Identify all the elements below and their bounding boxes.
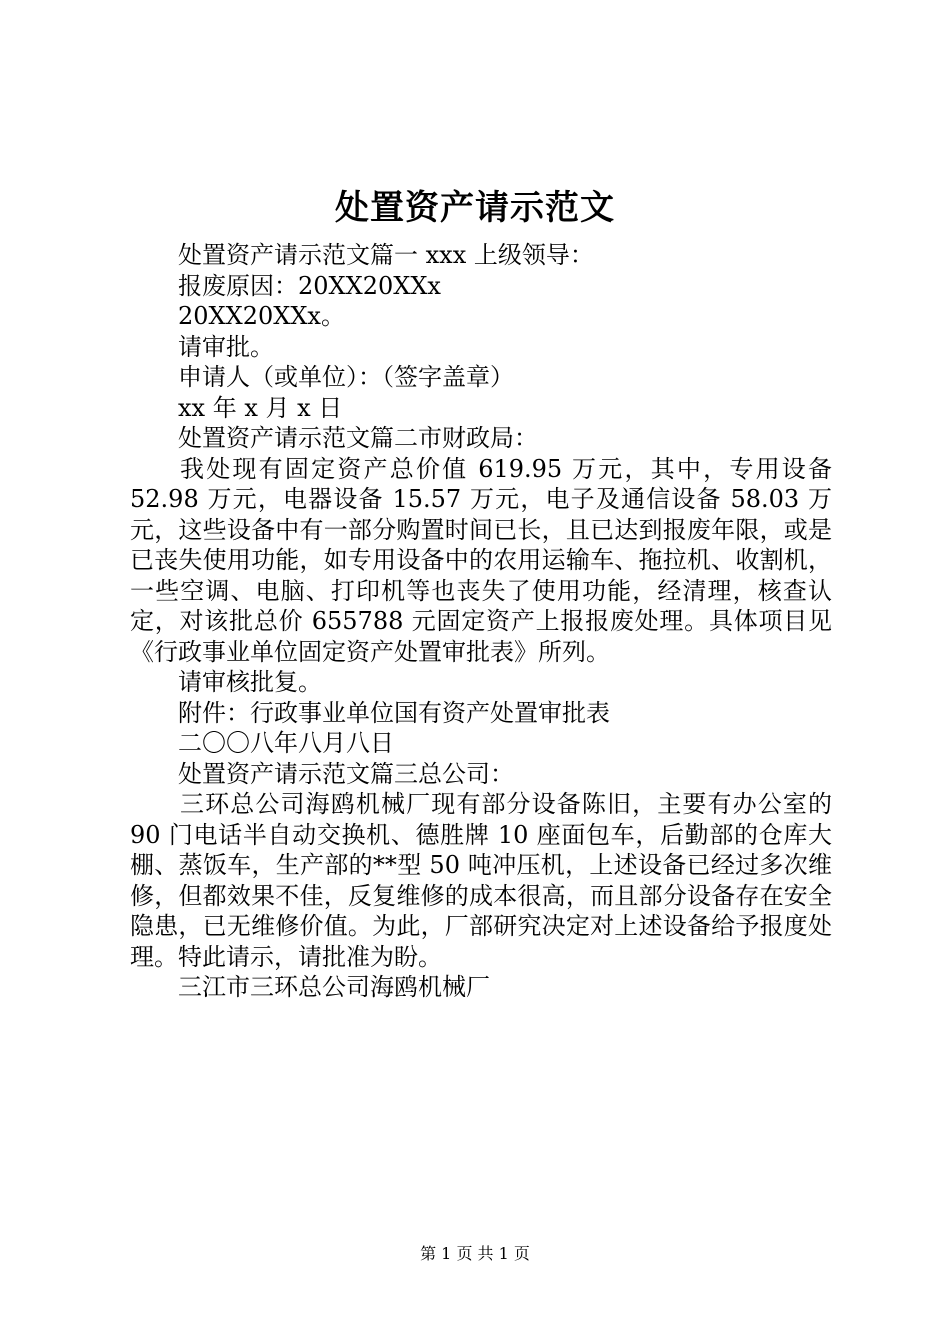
- text-line-2: 报废原因：20XX20XXx: [178, 271, 441, 300]
- paragraph-2: 三环总公司海鸥机械厂现有部分设备陈旧，主要有办公室的 90 门电话半自动交换机、德胜牌 10 座面包车，后勤部的仓库大棚、蒸饭车，生产部的**型 50 吨冲压机，上述设备已经过多次维修，但都效果不佳，反复维修的成本很高，而且部分设备存在安全隐患，已无维修价值。为此，厂部研究决定对上述设备给予报度处理。特此请示，请批准为盼。: [130, 790, 832, 971]
- text-line-11: 处置资产请示范文篇三总公司：: [178, 759, 514, 788]
- page-footer: 第 1 页 共 1 页: [420, 1244, 530, 1263]
- text-line-12: 三江市三环总公司海鸥机械厂: [178, 973, 490, 1001]
- text-line-10: 二〇〇八年八月八日: [178, 729, 394, 757]
- text-line-9: 附件：行政事业单位国有资产处置审批表: [178, 698, 610, 727]
- text-line-8: 请审核批复。: [178, 668, 322, 696]
- text-line-3: 20XX20XXx。: [178, 302, 345, 330]
- text-line-6: xx 年 x 月 x 日: [178, 393, 343, 422]
- text-line-7: 处置资产请示范文篇二市财政局：: [178, 424, 538, 452]
- text-line-5: 申请人（或单位）：（签字盖章）: [178, 363, 514, 391]
- text-line-1: 处置资产请示范文篇一 xxx 上级领导：: [178, 241, 594, 269]
- document-title: 处置资产请示范文: [335, 188, 615, 228]
- text-line-4: 请审批。: [178, 332, 274, 361]
- document-body: [130, 240, 832, 1003]
- paragraph-1: 我处现有固定资产总价值 619.95 万元，其中，专用设备 52.98 万元，电器设备 15.57 万元，电子及通信设备 58.03 万元，这些设备中有一部分购置时间已长，且已达到报废年限，或是已丧失使用功能，如专用设备中的农用运输车、拖拉机、收割机，一些空调、电脑、打印机等也丧失了使用功能，经清理，核查认定，对该批总价 655788 元固定资产上报报废处理。具体项目见《行政事业单位固定资产处置审批表》所列。: [130, 454, 832, 666]
